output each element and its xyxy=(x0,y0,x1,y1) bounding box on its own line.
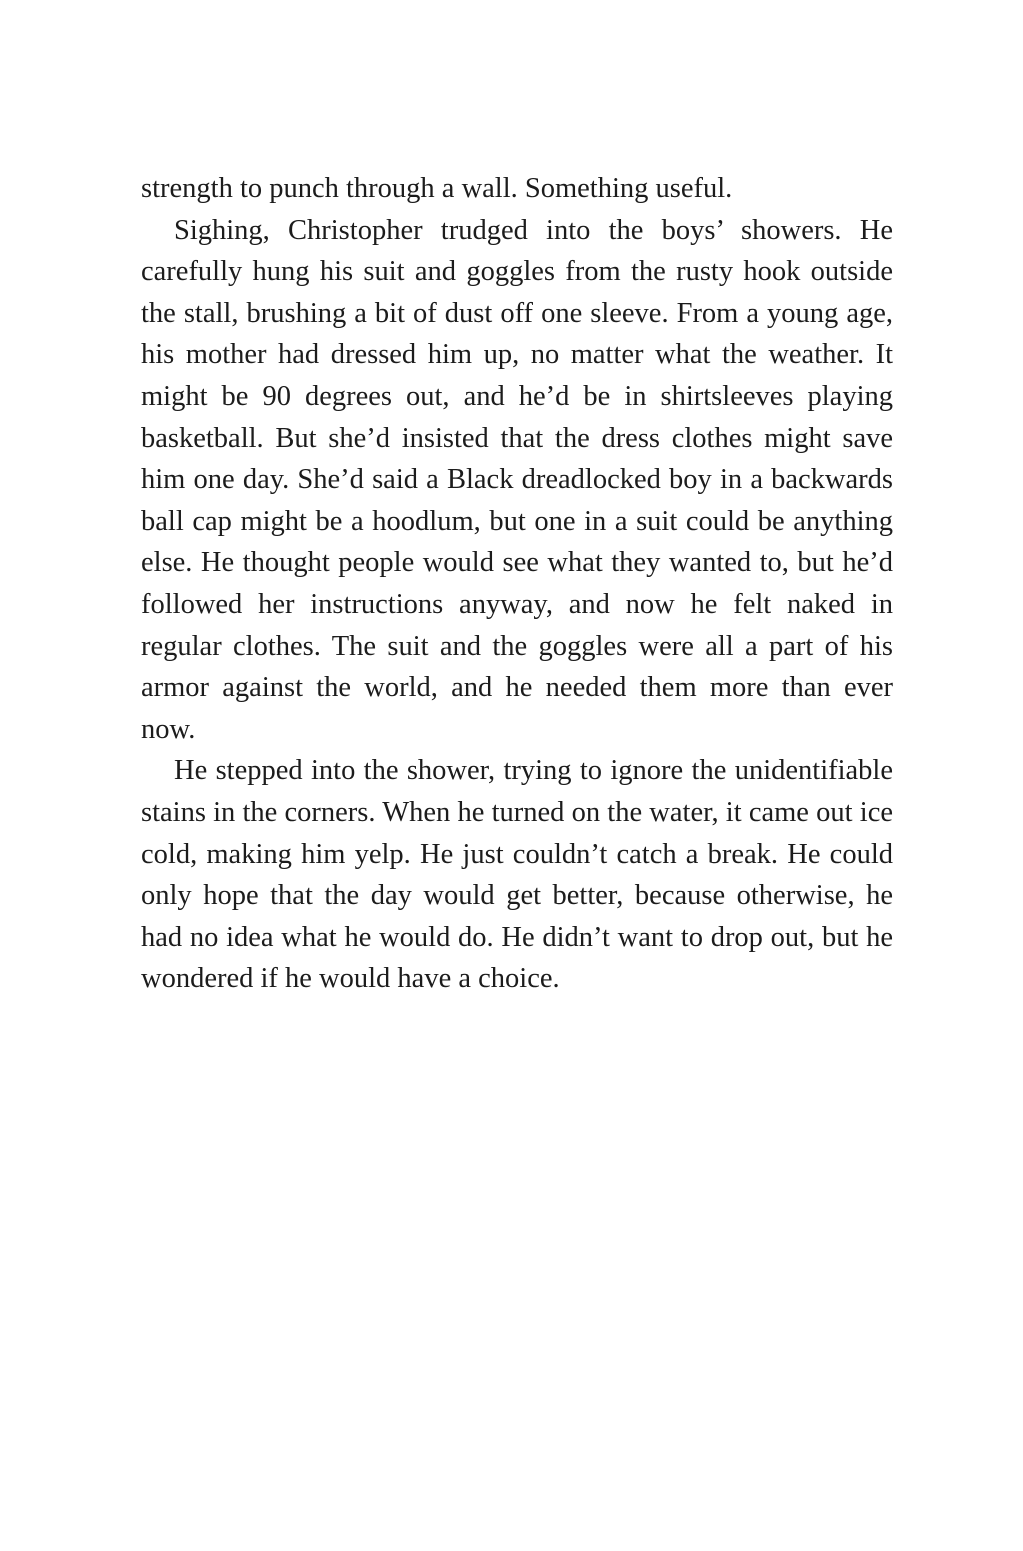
paragraph-shower-stall: He stepped into the shower, trying to ignore the unidentifiable stains in the corners. When he turned on the water, it came out ice cold, making him yelp. He just couldn’t catch a break. He could only hope that the day would get better, because otherwise, he had no idea what he would do. He didn’t want to drop out, but he wondered if he would have a choice. xyxy=(141,755,893,995)
paragraph-continuation: strength to punch through a wall. Something useful. xyxy=(141,173,733,204)
paragraph-showers: Sighing, Christopher trudged into the boys’ showers. He carefully hung his suit and goggles from the rusty hook outside the stall, brushing a bit of dust off one sleeve. From a young age, his mother had dressed him up, no matter what the weather. It might be 90 degrees out, and he’d be in shirtsleeves playing basketball. But she’d insisted that the dress clothes might save him one day. She’d said a Black dreadlocked boy in a backwards ball cap might be a hoodlum, but one in a suit could be anything else. He thought people would see what they wanted to, but he’d followed her instructions anyway, and now he felt naked in regular clothes. The suit and the goggles were all a part of his armor against the world, and he needed them more than ever now. xyxy=(141,214,893,745)
body-text xyxy=(141,168,893,1000)
